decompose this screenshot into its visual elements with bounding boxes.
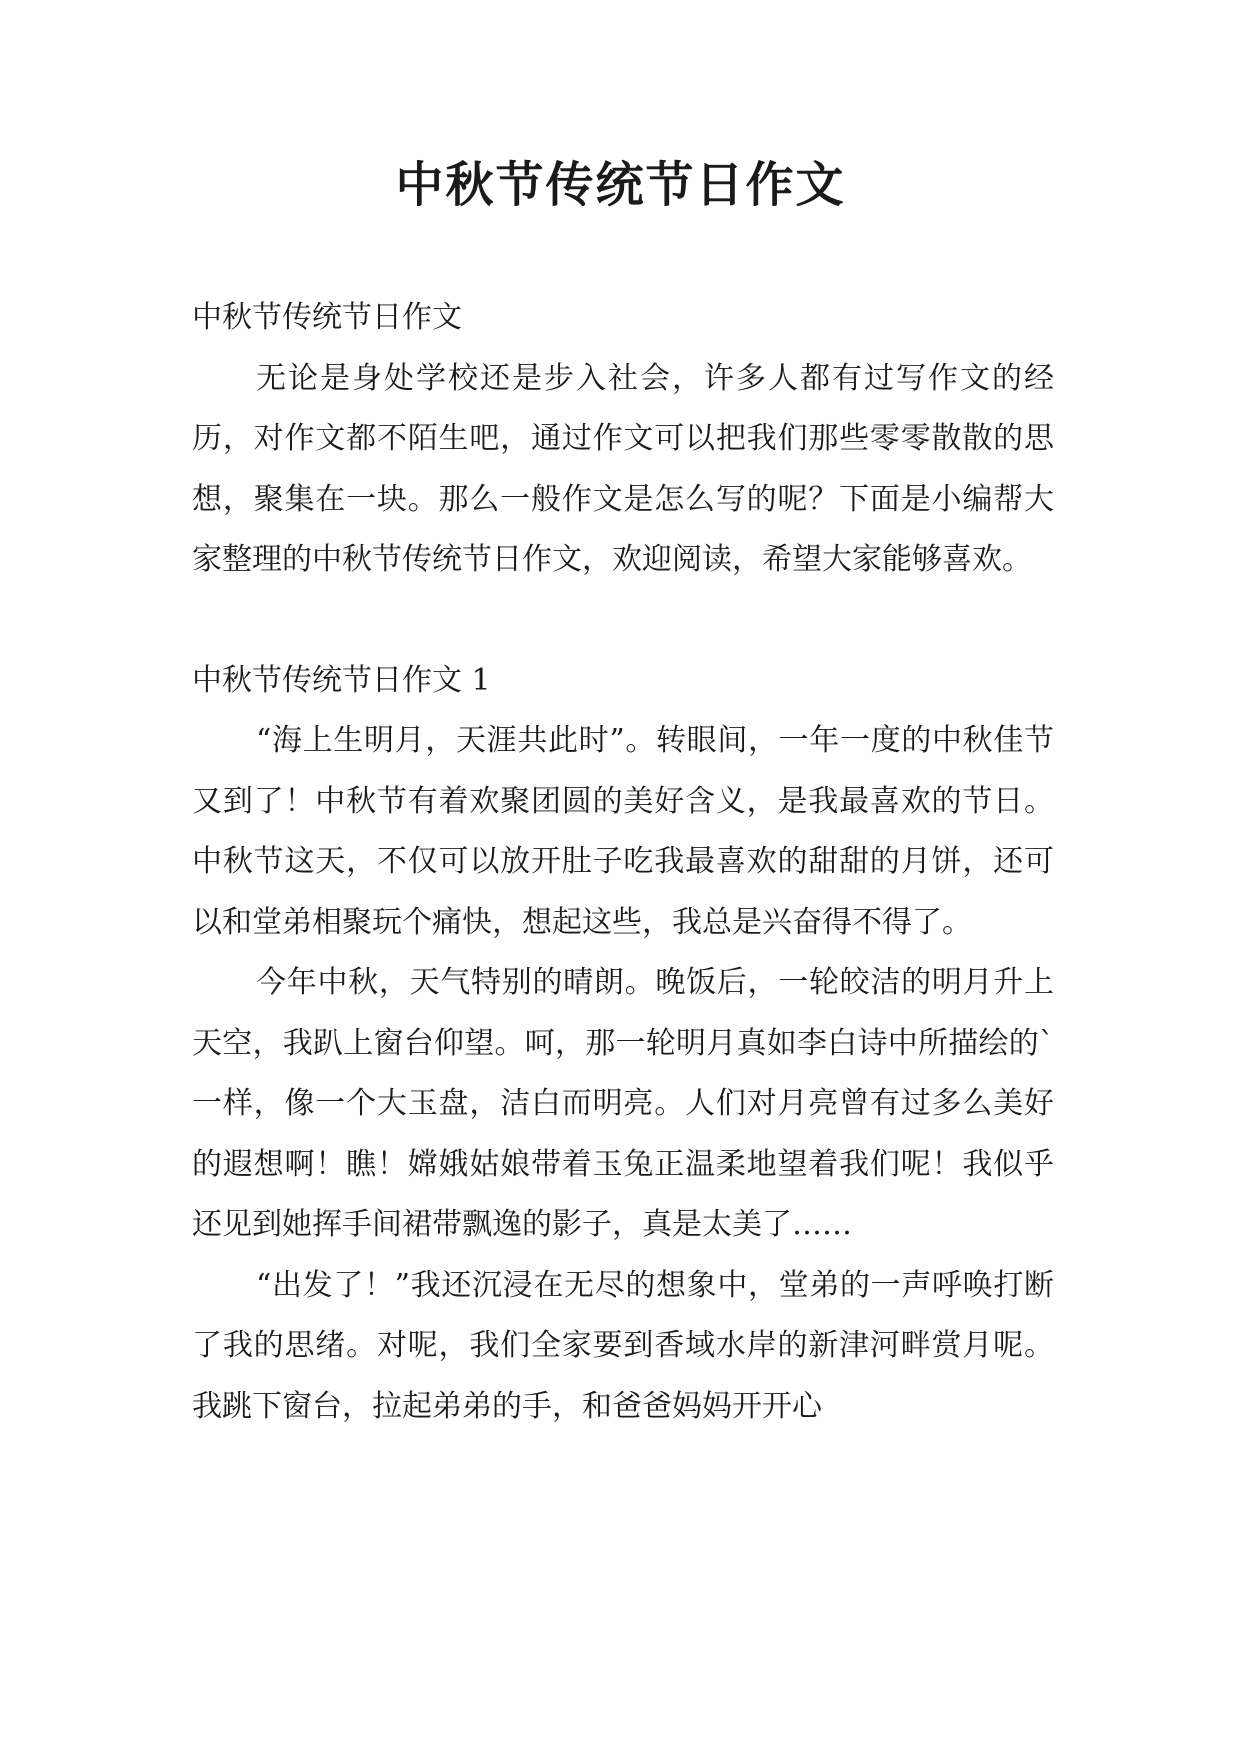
essay1-paragraph: “海上生明月，天涯共此时”。转眼间，一年一度的中秋佳节又到了！中秋节有着欢聚团圆的美好含义，是我最喜欢的节日。中秋节这天，不仅可以放开肚子吃我最喜欢的甜甜的月饼，还可以和堂弟相聚玩个痛快，想起这些，我总是兴奋得不得了。 xyxy=(192,723,1054,940)
intro-heading: 中秋节传统节日作文 xyxy=(192,300,462,335)
document-body xyxy=(192,288,1054,1437)
document-title: 中秋节传统节日作文 xyxy=(395,157,846,213)
section-spacer xyxy=(192,591,1054,651)
intro-paragraph: 无论是身处学校还是步入社会，许多人都有过写作文的经历，对作文都不陌生吧，通过作文可以把我们那些零零散散的思想，聚集在一块。那么一般作文是怎么写的呢？下面是小编帮大家整理的中秋节传统节日作文，欢迎阅读，希望大家能够喜欢。 xyxy=(192,360,1054,577)
essay1-paragraph: 今年中秋，天气特别的晴朗。晚饭后，一轮皎洁的明月升上天空，我趴上窗台仰望。呵，那一轮明月真如李白诗中所描绘的`一样，像一个大玉盘，洁白而明亮。人们对月亮曾有过多么美好的遐想啊！瞧！嫦娥姑娘带着玉兔正温柔地望着我们呢！我似乎还见到她挥手间裙带飘逸的影子，真是太美了…… xyxy=(192,965,1054,1242)
essay1-paragraph: “出发了！”我还沉浸在无尽的想象中，堂弟的一声呼唤打断了我的思绪。对呢，我们全家要到香域水岸的新津河畔赏月呢。我跳下窗台，拉起弟弟的手，和爸爸妈妈开开心 xyxy=(192,1267,1054,1424)
essay1-heading: 中秋节传统节日作文 1 xyxy=(192,662,491,698)
